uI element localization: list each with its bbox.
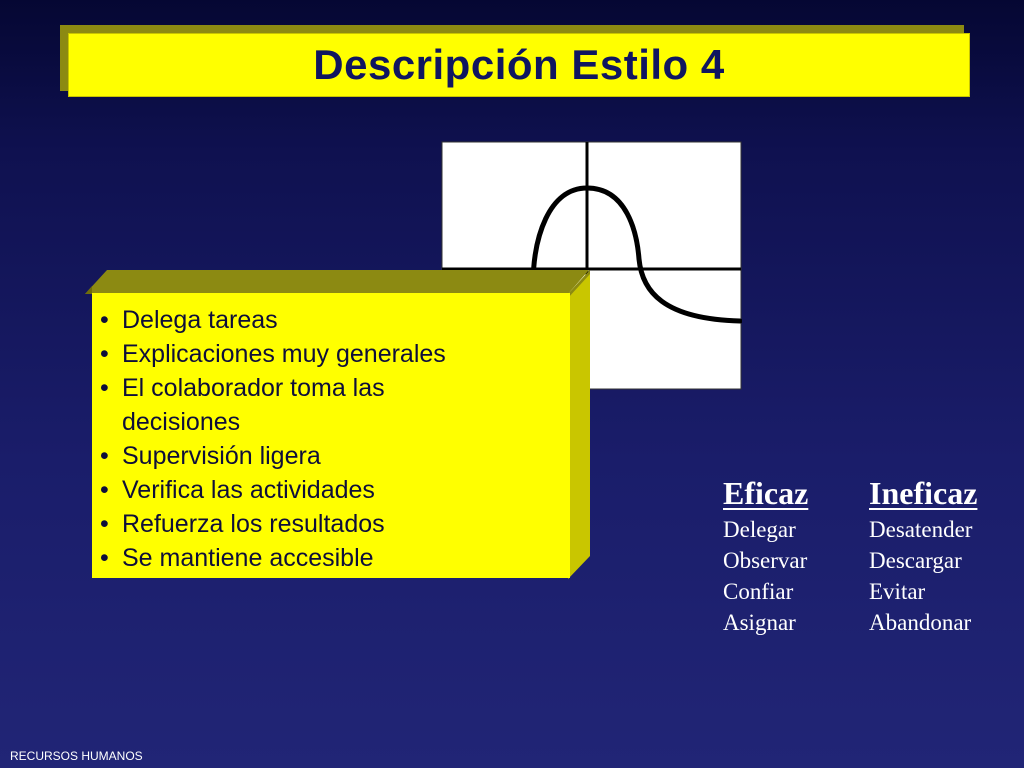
slide-title: Descripción Estilo 4 [313,41,725,88]
bullet-dot-icon: • [100,442,109,470]
list-item-text: El colaborador toma las decisiones [122,374,385,436]
list-item [100,439,570,473]
list-item-text: Supervisión ligera [122,442,321,470]
bullet-dot-icon: • [100,374,109,402]
bullet-card [92,293,570,578]
list-item-text: Explicaciones muy generales [122,340,446,368]
bullet-card-top-bevel [85,270,589,294]
bullet-dot-icon: • [100,476,109,504]
list-item [100,303,570,337]
ineffective-item: Abandonar [869,610,972,635]
title-banner [68,33,970,97]
ineffective-item: Evitar [869,579,926,604]
bullet-card-side-bevel [568,270,590,579]
list-item [100,541,570,575]
list-item [100,507,570,541]
effective-item: Delegar [723,517,796,542]
bullet-dot-icon: • [100,510,109,538]
bullet-list [100,303,570,575]
bullet-dot-icon: • [100,306,109,334]
effective-heading: Eficaz [723,475,809,511]
footer-label: RECURSOS HUMANOS [10,749,143,763]
list-item [100,337,570,371]
ineffective-column [869,474,977,638]
bullet-dot-icon: • [100,544,109,572]
effective-item: Confiar [723,579,794,604]
list-item [100,371,462,439]
list-item [100,473,570,507]
ineffective-heading: Ineficaz [869,475,978,511]
bullet-dot-icon: • [100,340,109,368]
effective-item: Observar [723,548,808,573]
list-item-text: Delega tareas [122,306,278,334]
list-item-text: Refuerza los resultados [122,510,385,538]
effective-item: Asignar [723,610,796,635]
ineffective-item: Descargar [869,548,962,573]
ineffective-item: Desatender [869,517,973,542]
list-item-text: Se mantiene accesible [122,544,374,572]
effective-column [723,474,808,638]
list-item-text: Verifica las actividades [122,476,375,504]
